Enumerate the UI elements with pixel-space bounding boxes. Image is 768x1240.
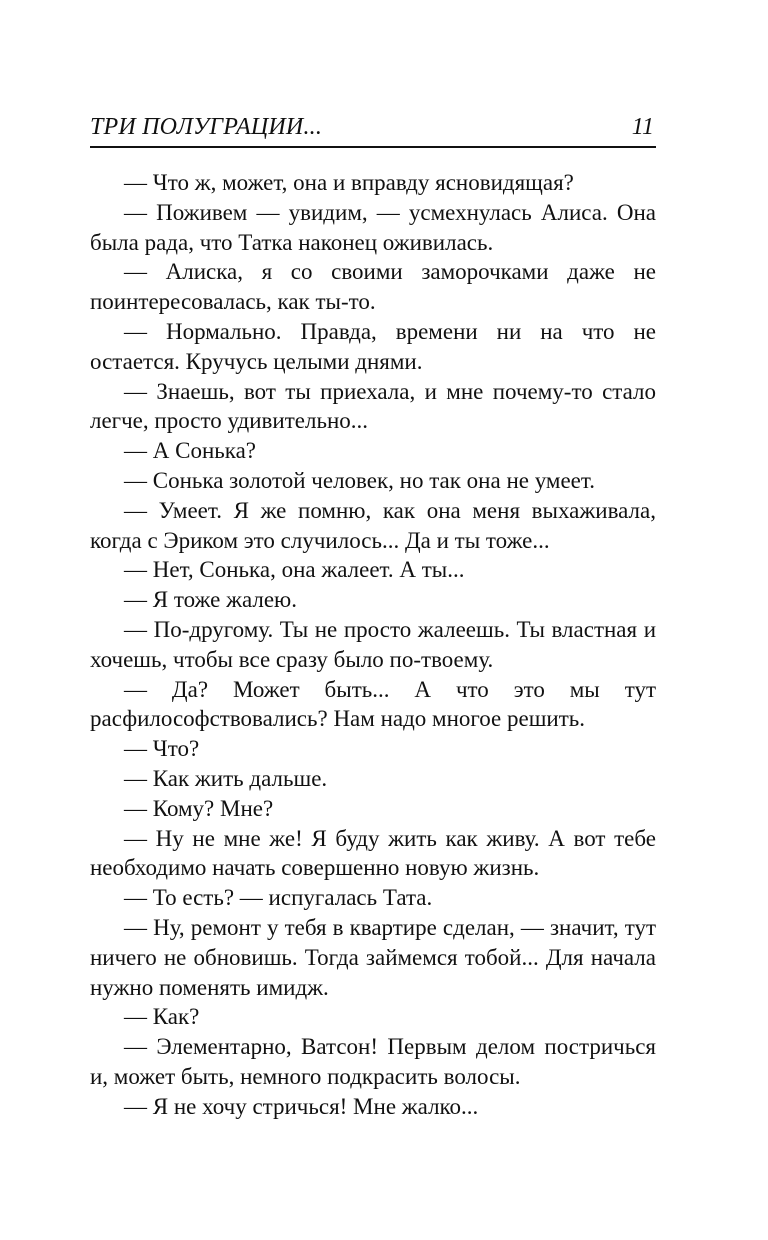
paragraph: — Умеет. Я же помню, как она меня выхаживала, когда с Эриком это случилось... Да и ты тоже... bbox=[90, 497, 656, 553]
paragraph: — Да? Может быть... А что это мы тут расфилософствовались? Нам надо многое решить. bbox=[90, 676, 656, 732]
paragraph: — Как? bbox=[124, 1004, 200, 1030]
paragraph: — Нет, Сонька, она жалеет. А ты... bbox=[124, 557, 465, 583]
book-page bbox=[90, 112, 656, 1122]
paragraph: — Что? bbox=[124, 736, 200, 762]
paragraph: — Ну, ремонт у тебя в квартире сделан, — значит, тут ничего не обновишь. Тогда займемся тобой... Для начала нужно поменять имидж. bbox=[90, 914, 656, 1000]
paragraph: — Ну не мне же! Я буду жить как живу. А вот тебе необходимо начать совершенно новую жизнь. bbox=[90, 825, 656, 881]
body-text bbox=[90, 168, 656, 1122]
paragraph: — По-другому. Ты не просто жалеешь. Ты властная и хочешь, чтобы все сразу было по-твоему. bbox=[90, 616, 656, 672]
paragraph: — Нормально. Правда, времени ни на что не остается. Кручусь целыми днями. bbox=[90, 318, 656, 374]
paragraph: — Знаешь, вот ты приехала, и мне почему-то стало легче, просто удивительно... bbox=[90, 378, 656, 434]
paragraph: — Поживем — увидим, — усмехнулась Алиса. Она была рада, что Татка наконец оживилась. bbox=[90, 199, 656, 255]
paragraph: — А Сонька? bbox=[124, 438, 256, 464]
running-header bbox=[90, 112, 656, 148]
page-number: 11 bbox=[631, 114, 654, 140]
paragraph: — То есть? — испугалась Тата. bbox=[124, 885, 433, 911]
paragraph: — Я тоже жалею. bbox=[124, 587, 297, 613]
paragraph: — Что ж, может, она и вправду ясновидящая? bbox=[124, 170, 574, 195]
paragraph: — Алиска, я со своими заморочками даже не поинтересовалась, как ты-то. bbox=[90, 259, 656, 315]
paragraph: — Элементарно, Ватсон! Первым делом постричься и, может быть, немного подкрасить волосы. bbox=[90, 1034, 656, 1089]
chapter-title: ТРИ ПОЛУГРАЦИИ... bbox=[90, 114, 323, 140]
paragraph: — Как жить дальше. bbox=[124, 765, 328, 791]
paragraph: — Кому? Мне? bbox=[124, 795, 274, 821]
paragraph: — Я не хочу стричься! Мне жалко... bbox=[124, 1093, 479, 1119]
paragraph: — Сонька золотой человек, но так она не умеет. bbox=[124, 467, 595, 493]
